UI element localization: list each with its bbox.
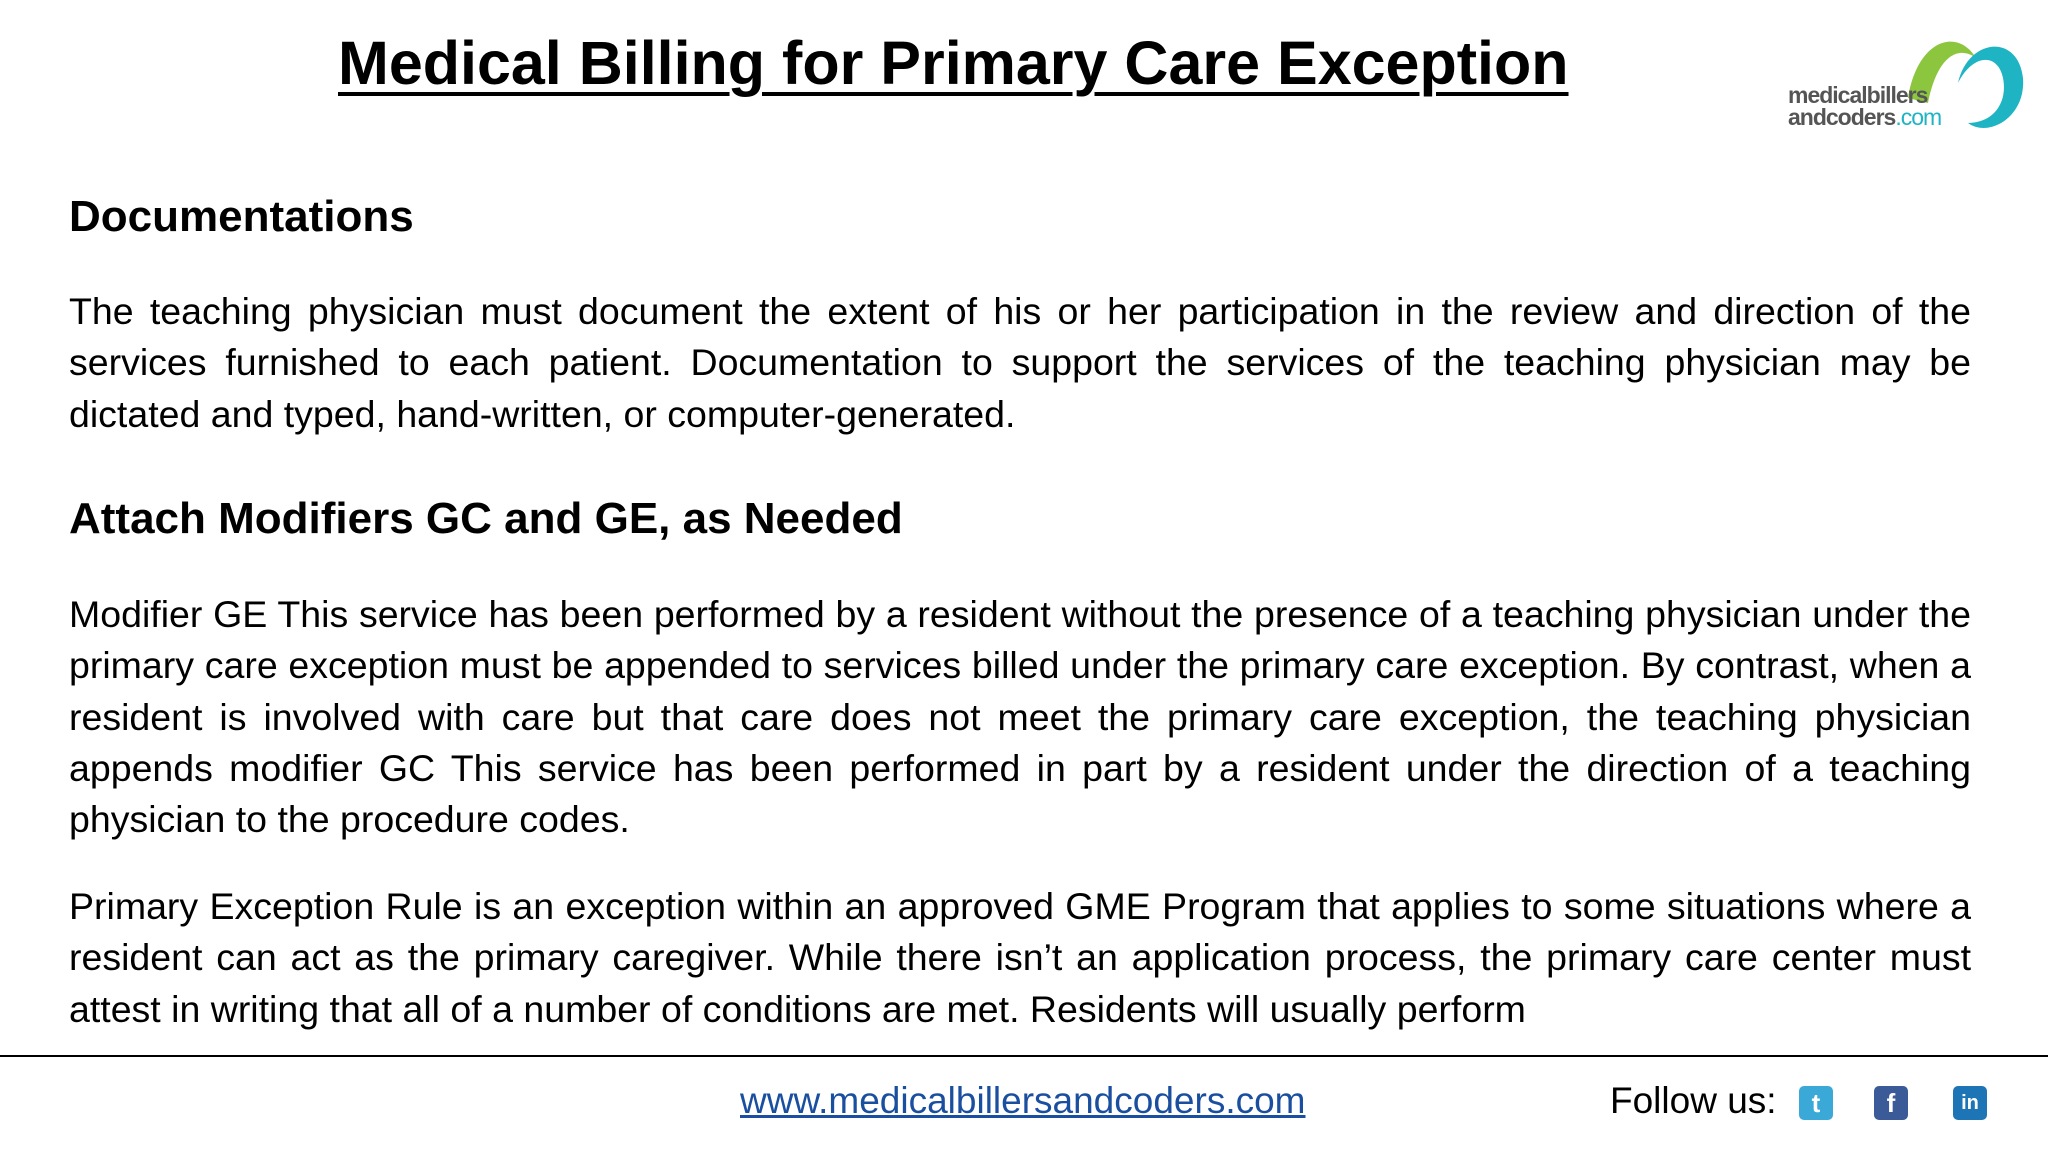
logo-wordmark: [1788, 84, 1941, 128]
follow-us-label: Follow us:: [1610, 1080, 1777, 1121]
primary-exception-paragraph: Primary Exception Rule is an exception within an approved GME Program that applies to some situations where a resident can act as the primary caregiver. While there isn’t an application process, the primary care center must attest in writing that all of a number of conditions are met. Residents will usually perform: [69, 885, 1971, 1030]
section-heading-documentations: Documentations: [69, 192, 414, 241]
logo-line1: medicalbillers: [1788, 82, 1928, 108]
twitter-icon[interactable]: t: [1799, 1086, 1833, 1120]
modifiers-paragraph: Modifier GE This service has been performed by a resident without the presence of a teaching physician under the primary care exception must be appended to services billed under the primary care exception. By contrast, when a resident is involved with care but that care does not meet the primary care exception, the teaching physician appends modifier GC This service has been performed in part by a resident under the direction of a teaching physician to the procedure codes.: [69, 593, 1971, 841]
company-logo: [1788, 28, 2028, 143]
logo-line2: andcoders: [1788, 104, 1896, 130]
logo-suffix: .com: [1895, 104, 1942, 130]
documentations-paragraph: The teaching physician must document the extent of his or her participation in the review and direction of the services furnished to each patient. Documentation to support the services of the teaching physician may be dictated and typed, hand-written, or computer-generated.: [69, 290, 1971, 435]
page-title: Medical Billing for Primary Care Exception: [338, 29, 1569, 97]
facebook-icon[interactable]: f: [1874, 1086, 1908, 1120]
linkedin-icon[interactable]: in: [1953, 1086, 1987, 1120]
section-heading-modifiers: Attach Modifiers GC and GE, as Needed: [69, 494, 903, 543]
website-link[interactable]: www.medicalbillersandcoders.com: [740, 1080, 1306, 1121]
footer-divider: [0, 1055, 2048, 1057]
